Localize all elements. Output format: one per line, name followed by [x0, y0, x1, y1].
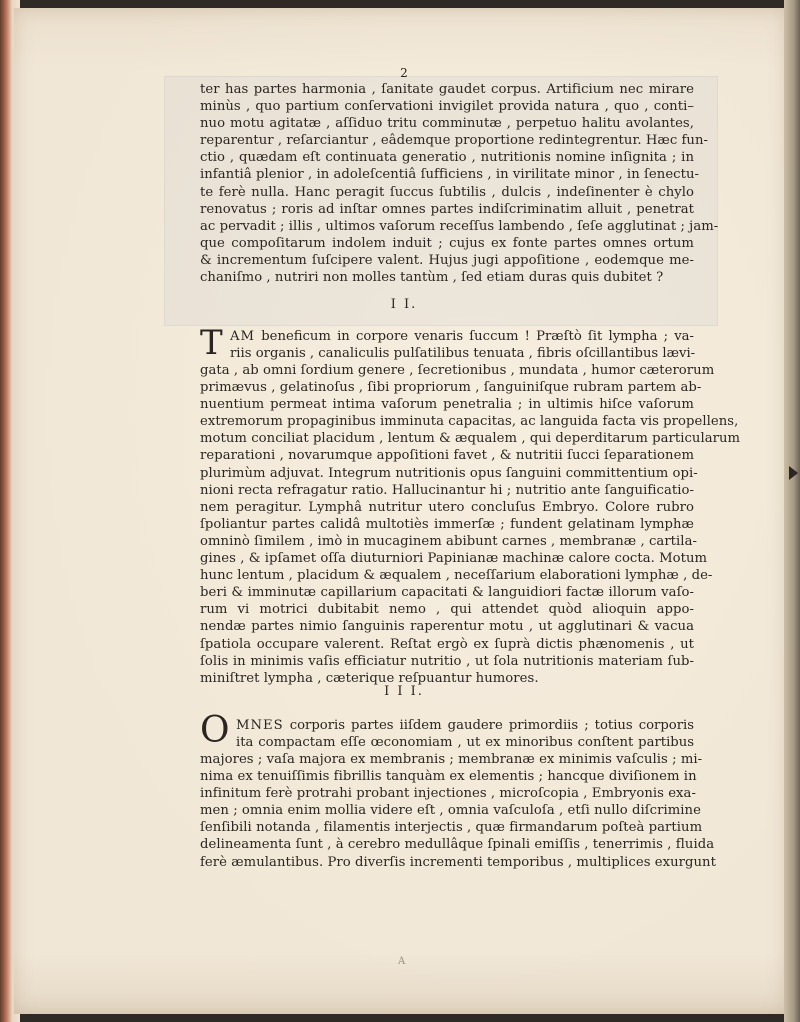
section-3-opening-line-1	[236, 717, 694, 734]
section-2-text	[200, 362, 741, 687]
section-1-line: ctio , quædam eſt continuata generatio , nutritionis nomine inſignita ; in	[200, 150, 694, 166]
book-page	[14, 8, 786, 1014]
section-2-line: ſpoliantur partes calidâ multotiès immerſæ ; fundent gelatinam lymphæ	[200, 516, 694, 532]
section-2-line: motum conciliat placidum , lentum & æqualem , qui deperditarum particularum	[200, 431, 741, 447]
section-2-line: extremorum propaginibus imminuta capacitas, ac languida facta vis propellens,	[200, 414, 739, 430]
section-1-line: renovatus ; roris ad inſtar omnes partes indiſcriminatim alluit , penetrat	[200, 201, 694, 217]
section-2-line: hunc lentum , placidum & æqualem , neceſſarium elaborationi lymphæ , de-	[200, 568, 713, 584]
section-3-line: ſenſibili notanda , filamentis interjectis , quæ firmandarum poſteà partium	[200, 820, 703, 836]
section-2-line: miniſtret lympha , cæterique reſpuantur humores.	[200, 670, 539, 686]
section-2-line: gines , & ipſamet oſſa diuturniori Papinianæ machinæ calore cocta. Motum	[200, 551, 708, 567]
section-1-line: infantiâ plenior , in adoleſcentiâ ſufficiens , in virilitate minor , in ſenectu-	[200, 167, 700, 183]
section-2-first-line-text: beneficum in corpore venaris ſuccum ! Præſtò ſit lympha ; va-	[261, 329, 694, 344]
section-1-line: & incrementum ſuſcipere valent. Hujus jugi appoſitione , eodemque me-	[200, 252, 694, 268]
section-3-dropcap: O	[200, 710, 230, 751]
section-1-line: reparentur , reſarciantur , eâdemque proportione redintegrentur. Hæc fun-	[200, 133, 709, 149]
section-2-line: reparationi , novarumque appoſitioni favet , & nutritii ſucci ſeparationem	[200, 448, 694, 464]
section-3-line: infinitum ferè protrahi probant injectiones , microſcopia , Embryonis exa-	[200, 786, 696, 802]
section-2-line: nuentium permeat intima vaſorum penetralia ; in ultimis hiſce vaſorum	[200, 397, 694, 413]
section-2-opening-line-1	[230, 328, 694, 345]
section-3-line: ferè æmulantibus. Pro diverſis incrementi temporibus , multiplices exurgunt	[200, 854, 716, 870]
next-page-edge	[784, 0, 800, 1022]
section-2-opening-line-2: riis organis , canaliculis pulſatilibus tenuata , fibris oſcillantibus lævi-	[230, 346, 696, 362]
section-2-line: omninò ſimilem , imò in mucaginem abibunt carnes , membranæ , cartila-	[200, 533, 697, 549]
section-2-opening	[230, 328, 694, 362]
section-3-line: men ; omnia enim mollia videre eſt , omnia vaſculoſa , etſi nullo diſcrimine	[200, 803, 701, 819]
section-3-line: delineamenta ſunt , à cerebro medullâque ſpinali emiſſis , tenerrimis , fluida	[200, 837, 715, 853]
section-3-lead-word: MNES	[236, 718, 284, 733]
section-3-opening-line-2: ita compactam eſſe œconomiam , ut ex minoribus conſtent partibus	[236, 735, 694, 751]
section-3-line: nima ex tenuiſſimis fibrillis tanquàm ex elementis ; hancque diviſionem in	[200, 769, 697, 785]
signature-mark: A	[398, 956, 406, 967]
section-2-line: ſpatiola occupare valerent. Reſtat ergò ex ſuprà dictis phænomenis , ut	[200, 636, 694, 652]
page-number: 2	[400, 66, 408, 80]
section-3-text	[200, 751, 716, 871]
section-1-line: ter has partes harmonia , ſanitate gaudet corpus. Artificium nec mirare	[200, 82, 694, 97]
section-3-line: majores ; vaſa majora ex membranis ; membranæ ex minimis vaſculis ; mi-	[200, 752, 703, 767]
section-3-first-line-text: corporis partes iiſdem gaudere primordiis ; totius corporis	[289, 718, 694, 733]
section-2-line: nendæ partes nimio ſanguinis raperentur motu , ut agglutinari & vacua	[200, 619, 694, 635]
section-2-lead-word: AM	[230, 329, 256, 344]
section-2-line: plurimùm adjuvat. Integrum nutritionis opus ſanguini committentium opi-	[200, 465, 698, 481]
section-3-opening	[236, 717, 694, 751]
section-1-line: minùs , quo partium conſervationi invigilet provida natura , quo , conti–	[200, 99, 694, 115]
section-2-dropcap: T	[200, 323, 223, 363]
section-2-line: primævus , gelatinoſus , ſibi propriorum , ſanguiniſque rubram partem ab-	[200, 380, 702, 396]
section-1-line: nuo motu agitatæ , aſſiduo tritu comminutæ , perpetuo halitu avolantes,	[200, 116, 694, 132]
section-1-line: te ferè nulla. Hanc peragit ſuccus ſubtilis , dulcis , indeſinenter è chylo	[200, 184, 694, 200]
section-1-line: ac pervadit ; illis , ultimos vaſorum receſſus lambendo , ſeſe agglutinat ; jam-	[200, 218, 719, 234]
section-3-heading: I I I.	[384, 684, 424, 699]
section-1-line: chaniſmo , nutriri non molles tantùm , ſed etiam duras quis dubitet ?	[200, 270, 664, 286]
section-2-line: gata , ab omni ſordium genere , ſecretionibus , mundata , humor cæterorum	[200, 363, 715, 378]
section-2-line: rum vi motrici dubitabit nemo , qui attendet quòd alioquin appo-	[200, 602, 694, 618]
section-1-line: que compoſitarum indolem induit ; cujus ex fonte partes omnes ortum	[200, 235, 694, 251]
section-2-line: ſolis in minimis vaſis efficiatur nutritio , ut ſola nutritionis materiam ſub-	[200, 653, 694, 669]
section-2-line: nem peragitur. Lymphâ nutritur utero concluſus Embryo. Colore rubro	[200, 499, 694, 515]
section-2-heading: I I.	[390, 297, 418, 312]
section-1-text	[200, 81, 719, 286]
page-turn-arrow-icon[interactable]	[789, 466, 798, 480]
section-2-line: beri & imminutæ capillarium capacitati & languidiori factæ illorum vaſo-	[200, 585, 694, 601]
section-2-line: nioni recta refragatur ratio. Hallucinantur hi ; nutritio ante ſanguificatio-	[200, 482, 694, 498]
